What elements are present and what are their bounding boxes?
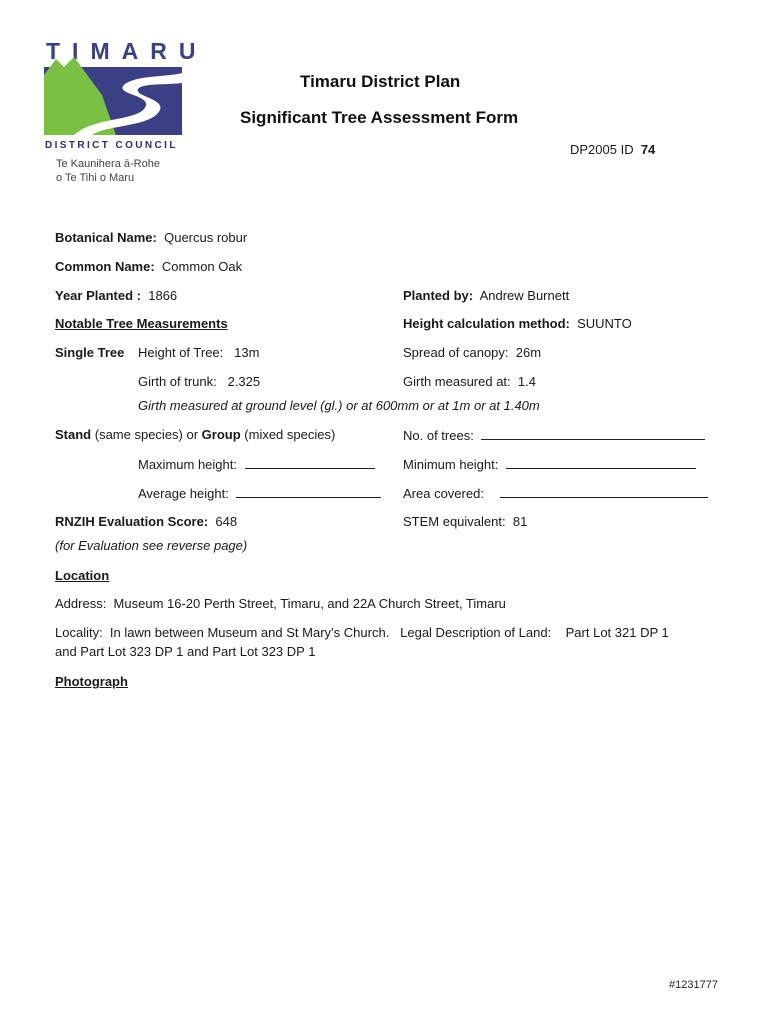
botanical-name-value: Quercus robur	[164, 230, 248, 245]
address-row	[55, 596, 506, 612]
girth-label: Girth of trunk:	[138, 374, 217, 389]
logo-landscape-icon	[44, 55, 182, 135]
height-row	[138, 345, 259, 361]
height-label: Height of Tree:	[138, 345, 224, 360]
document-number: #1231777	[669, 979, 718, 991]
max-height-row	[138, 456, 375, 473]
single-tree-label: Single Tree	[55, 345, 125, 360]
stem-label: STEM equivalent:	[403, 514, 506, 529]
girth-at-label: Girth measured at:	[403, 374, 511, 389]
area-covered-label: Area covered:	[403, 486, 484, 501]
locality-line1: Locality: In lawn between Museum and St Mary’s Church. Legal Description of Land: Part Lot 321 DP 1	[55, 625, 669, 640]
area-covered-field[interactable]	[500, 485, 708, 498]
min-height-label: Minimum height:	[403, 457, 499, 472]
girth-value: 2.325	[227, 374, 261, 389]
common-name-label: Common Name:	[55, 259, 155, 274]
girth-at-value: 1.4	[517, 374, 536, 389]
page-subtitle: Significant Tree Assessment Form	[240, 108, 519, 127]
stand-group-row	[55, 427, 335, 443]
common-name-value: Common Oak	[161, 259, 243, 274]
spread-value: 26m	[515, 345, 542, 360]
photograph-heading: Photograph	[55, 674, 128, 689]
avg-height-row	[138, 485, 381, 502]
height-method-row	[403, 316, 632, 332]
rnzih-value: 648	[215, 514, 238, 529]
height-value: 13m	[234, 345, 260, 360]
planted-by-row	[403, 288, 569, 304]
height-method-label: Height calculation method:	[403, 316, 570, 331]
location-heading: Location	[55, 568, 110, 583]
dp-id-label: DP2005 ID	[570, 142, 634, 157]
no-trees-field[interactable]	[481, 427, 705, 440]
avg-height-field[interactable]	[236, 485, 381, 498]
min-height-row	[403, 456, 696, 473]
rnzih-row	[55, 514, 237, 530]
botanical-name-row	[55, 230, 247, 246]
logo-maori-line1: Te Kaunihera ā-Rohe	[56, 158, 160, 170]
locality-line2: and Part Lot 323 DP 1 and Part Lot 323 DP 1	[55, 644, 316, 659]
height-method-value: SUUNTO	[577, 316, 632, 331]
spread-row	[403, 345, 541, 361]
address-label: Address:	[55, 596, 107, 611]
logo-wordmark: TIMARU	[46, 38, 208, 64]
council-logo	[44, 38, 208, 188]
common-name-row	[55, 259, 242, 275]
planted-by-label: Planted by:	[403, 288, 474, 303]
girth-row	[138, 374, 260, 390]
stand-label: Stand	[55, 427, 92, 442]
evaluation-note: (for Evaluation see reverse page)	[55, 538, 248, 553]
no-trees-row	[403, 427, 705, 444]
dp-id-value: 74	[640, 142, 656, 157]
logo-council-text: DISTRICT COUNCIL	[45, 140, 178, 151]
dp-id	[570, 142, 655, 158]
area-covered-row	[403, 485, 708, 502]
stem-row	[403, 514, 527, 530]
notable-measurements-heading: Notable Tree Measurements	[55, 316, 228, 331]
stand-text: (same species) or	[91, 427, 202, 442]
no-trees-label: No. of trees:	[403, 428, 474, 443]
avg-height-label: Average height:	[138, 486, 229, 501]
group-text: (mixed species)	[240, 427, 336, 442]
address-value: Museum 16-20 Perth Street, Timaru, and 22A Church Street, Timaru	[113, 596, 506, 611]
botanical-name-label: Botanical Name:	[55, 230, 157, 245]
page-title: Timaru District Plan	[300, 72, 461, 91]
max-height-label: Maximum height:	[138, 457, 237, 472]
max-height-field[interactable]	[245, 456, 375, 469]
year-planted-label: Year Planted :	[55, 288, 141, 303]
stem-value: 81	[512, 514, 528, 529]
year-planted-value: 1866	[148, 288, 178, 303]
rnzih-label: RNZIH Evaluation Score:	[55, 514, 209, 529]
spread-label: Spread of canopy:	[403, 345, 509, 360]
girth-at-row	[403, 374, 536, 390]
planted-by-value: Andrew Burnett	[479, 288, 570, 303]
year-planted-row	[55, 288, 177, 304]
group-label: Group	[201, 427, 241, 442]
logo-maori-line2: o Te Tihi o Maru	[56, 172, 135, 184]
min-height-field[interactable]	[506, 456, 696, 469]
girth-note: Girth measured at ground level (gl.) or at 600mm or at 1m or at 1.40m	[138, 398, 540, 413]
